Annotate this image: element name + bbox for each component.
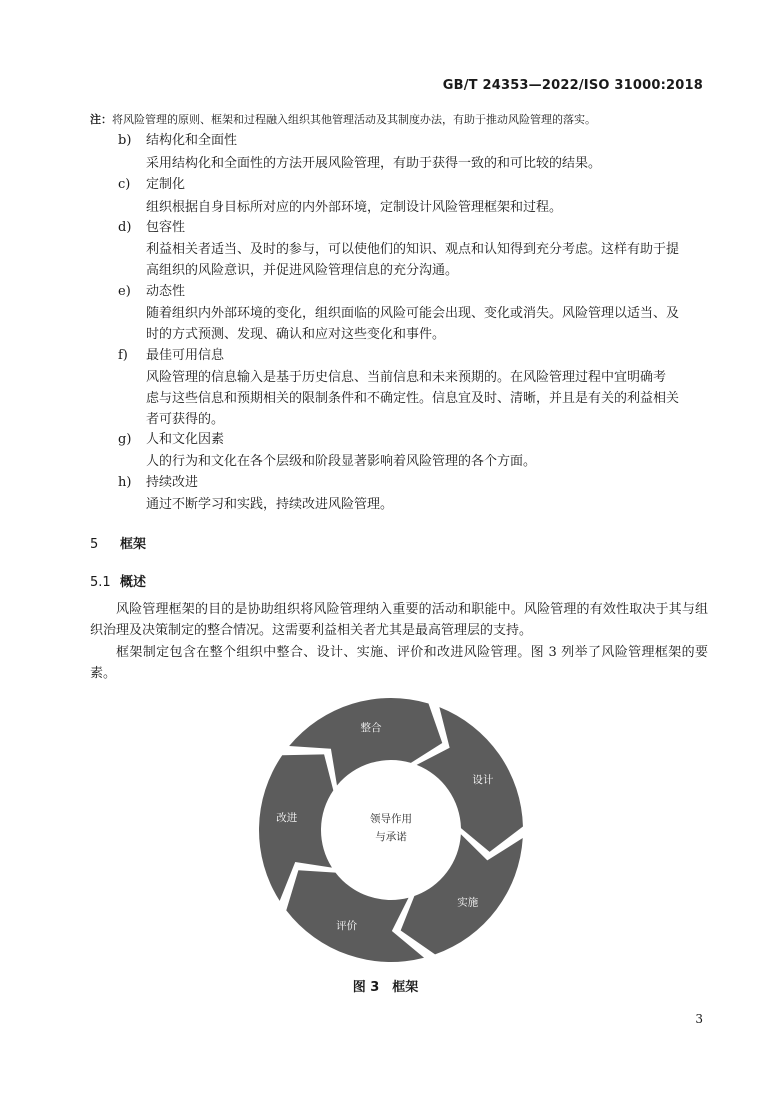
segment-integration-label: 整合 xyxy=(360,721,382,734)
item-title-d: 包容性 xyxy=(146,220,186,235)
section-number: 5.1 xyxy=(90,575,111,590)
item-body-h xyxy=(146,494,708,515)
item-body-d xyxy=(146,239,708,281)
segment-design-label: 设计 xyxy=(472,774,494,787)
figure-caption: 图 3 框架 xyxy=(352,980,419,995)
item-body-f xyxy=(146,367,708,430)
segment-evaluation-label: 评价 xyxy=(336,920,358,933)
framework-cycle-diagram xyxy=(255,695,527,965)
section-5-1-heading xyxy=(90,571,146,590)
item-line: 风险管理的信息输入是基于历史信息、当前信息和未来预期的。在风险管理过程中宜明确考 xyxy=(146,370,667,385)
section-title: 框架 xyxy=(120,537,147,552)
item-title-b: 结构化和全面性 xyxy=(146,133,238,148)
standard-number: GB/T 24353—2022/ISO 31000:2018 xyxy=(442,78,703,93)
item-line: 者可获得的。 xyxy=(146,412,225,427)
item-line: 利益相关者适当、及时的参与，可以使他们的知识、观点和认知得到充分考虑。这样有助于提 xyxy=(146,242,680,257)
item-label-h: h) xyxy=(118,475,132,490)
item-label-f: f) xyxy=(118,348,128,363)
item-title-g: 人和文化因素 xyxy=(146,432,225,447)
center-label-line2: 与承诺 xyxy=(375,831,407,843)
note-text: 将风险管理的原则、框架和过程融入组织其他管理活动及其制度办法，有助于推动风险管理的落实。 xyxy=(112,113,596,126)
item-title-e: 动态性 xyxy=(146,284,186,299)
item-body-b xyxy=(146,153,708,174)
paragraph-2: 框架制定包含在整个组织中整合、设计、实施、评价和改进风险管理。图 3 列举了风险管理框架的要素。 xyxy=(90,645,708,681)
item-label-b: b) xyxy=(118,133,132,148)
center-label-line1: 领导作用 xyxy=(370,813,412,825)
segment-improvement-label: 改进 xyxy=(276,812,298,825)
item-label-d: d) xyxy=(118,220,132,235)
item-label-c: c) xyxy=(118,177,131,192)
item-line: 高组织的风险意识，并促进风险管理信息的充分沟通。 xyxy=(146,263,459,278)
item-line: 随着组织内外部环境的变化，组织面临的风险可能会出现、变化或消失。风险管理以适当、及 xyxy=(146,306,680,321)
item-body-c xyxy=(146,197,708,218)
item-body-g xyxy=(146,451,708,472)
note-label: 注： xyxy=(90,113,112,126)
paragraph-1: 风险管理框架的目的是协助组织将风险管理纳入重要的活动和职能中。风险管理的有效性取决于其与组织治理及决策制定的整合情况。这需要利益相关者尤其是最高管理层的支持。 xyxy=(90,602,708,638)
item-label-e: e) xyxy=(118,284,131,299)
item-line: 虑与这些信息和预期相关的限制条件和不确定性。信息宜及时、清晰，并且是有关的利益相关 xyxy=(146,391,680,406)
item-line: 组织根据自身目标所对应的内外部环境，定制设计风险管理框架和过程。 xyxy=(146,200,563,215)
segment-implementation-label: 实施 xyxy=(457,896,479,909)
item-body-e xyxy=(146,303,708,345)
segment-implementation xyxy=(401,834,523,954)
section-number: 5 xyxy=(90,537,99,552)
item-title-h: 持续改进 xyxy=(146,475,199,490)
item-line: 采用结构化和全面性的方法开展风险管理，有助于获得一致的和可比较的结果。 xyxy=(146,156,602,171)
note xyxy=(90,112,710,128)
item-line: 通过不断学习和实践，持续改进风险管理。 xyxy=(146,497,394,512)
item-line: 人的行为和文化在各个层级和阶段显著影响着风险管理的各个方面。 xyxy=(146,454,537,469)
item-title-f: 最佳可用信息 xyxy=(146,348,225,363)
page-number: 3 xyxy=(695,1012,703,1026)
item-line: 时的方式预测、发现、确认和应对这些变化和事件。 xyxy=(146,327,446,342)
segment-evaluation xyxy=(286,870,424,962)
section-5-heading xyxy=(90,533,146,552)
framework-figure xyxy=(255,695,527,969)
item-title-c: 定制化 xyxy=(146,177,186,192)
item-label-g: g) xyxy=(118,432,132,447)
section-title: 概述 xyxy=(120,575,147,590)
